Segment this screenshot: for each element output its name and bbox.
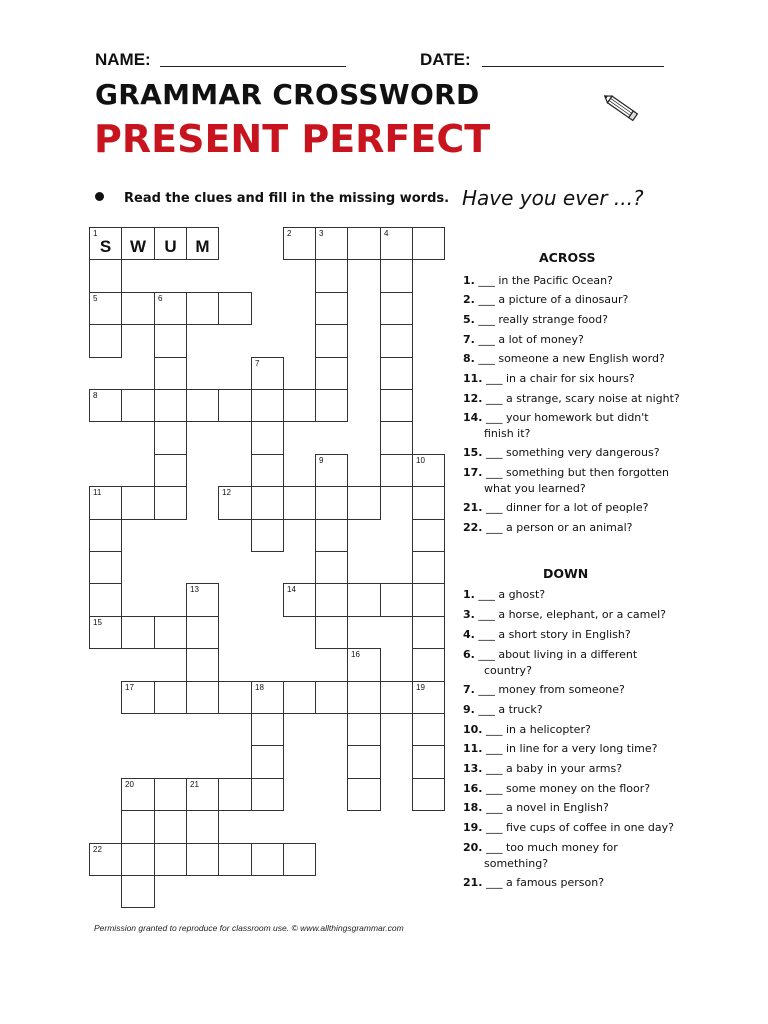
down-clue (463, 875, 698, 891)
clue-text: ___ about living in a different (474, 648, 638, 661)
clue-text: ___ in a helicopter? (482, 723, 591, 736)
down-clue (463, 702, 698, 718)
clue-number: 19 (416, 683, 425, 692)
grid-cell[interactable] (315, 616, 348, 649)
clue-text: ___ in line for a very long time? (482, 742, 658, 755)
grid-cell[interactable] (154, 292, 187, 325)
grid-cell[interactable] (315, 389, 348, 422)
clue-number: 14 (287, 585, 296, 594)
clue-number: 7 (255, 359, 260, 368)
clue-text: ___ a horse, elephant, or a camel? (474, 608, 667, 621)
grid-cell[interactable] (412, 648, 445, 682)
grid-cell[interactable] (251, 778, 284, 811)
grid-cell[interactable] (89, 324, 122, 358)
across-clue (463, 312, 698, 328)
clue-number: 6 (158, 294, 163, 303)
clue-number: 2 (287, 229, 292, 238)
clue-text: ___ a lot of money? (474, 333, 584, 346)
across-clue (463, 292, 698, 308)
grid-cell[interactable] (251, 486, 284, 520)
grid-cell[interactable] (186, 389, 219, 422)
grid-cell[interactable] (218, 389, 252, 422)
grid-cell[interactable] (315, 357, 348, 390)
clue-number: 9 (319, 456, 324, 465)
grid-cell[interactable] (412, 713, 445, 746)
grid-cell[interactable] (380, 454, 413, 487)
clue-number: 1. (463, 274, 475, 287)
across-clue (463, 445, 698, 461)
clue-number: 3. (463, 608, 475, 621)
down-clue (463, 627, 698, 643)
grid-cell[interactable] (315, 324, 348, 358)
grid-cell[interactable] (283, 227, 316, 260)
clue-text: ___ a truck? (474, 703, 543, 716)
grid-cell[interactable] (347, 648, 381, 682)
clue-number: 1. (463, 588, 475, 601)
date-label: DATE: (420, 50, 471, 69)
clue-text: ___ in the Pacific Ocean? (474, 274, 613, 287)
grid-cell[interactable] (89, 583, 122, 617)
down-clue (463, 820, 698, 836)
page-title: GRAMMAR CROSSWORD (95, 78, 480, 111)
clue-number: 12 (222, 488, 231, 497)
clue-text: ___ really strange food? (474, 313, 608, 326)
down-clue (463, 722, 698, 738)
grid-cell[interactable] (412, 486, 445, 520)
clue-text: ___ some money on the floor? (482, 782, 651, 795)
clue-text: ___ a ghost? (474, 588, 546, 601)
grid-cell[interactable] (186, 810, 219, 844)
clue-text: ___ something very dangerous? (482, 446, 660, 459)
grid-cell[interactable] (186, 616, 219, 649)
clue-number: 21. (463, 876, 483, 889)
grid-cell[interactable] (154, 389, 187, 422)
grid-cell[interactable] (89, 843, 122, 876)
grid-cell[interactable] (121, 843, 155, 876)
grid-cell[interactable] (412, 778, 445, 811)
clue-text: ___ a short story in English? (474, 628, 631, 641)
grid-cell[interactable] (218, 778, 252, 811)
grid-cell[interactable] (251, 389, 284, 422)
grid-cell[interactable] (412, 551, 445, 584)
clue-number: 16. (463, 782, 483, 795)
clue-number: 18. (463, 801, 483, 814)
grid-cell[interactable] (186, 681, 219, 714)
clue-number: 4. (463, 628, 475, 641)
clue-text: ___ a famous person? (482, 876, 605, 889)
clue-number: 18 (255, 683, 264, 692)
clue-text: ___ too much money for (482, 841, 618, 854)
clue-text: ___ a picture of a dinosaur? (474, 293, 629, 306)
down-clue (463, 800, 698, 816)
grid-cell[interactable] (315, 583, 348, 617)
across-clue (463, 332, 698, 348)
clue-number: 15 (93, 618, 102, 627)
grid-cell[interactable] (251, 843, 284, 876)
clue-text: ___ five cups of coffee in one day? (482, 821, 674, 834)
filled-letter: M (195, 237, 210, 256)
grid-cell[interactable] (315, 227, 348, 260)
grid-cell[interactable] (121, 778, 155, 811)
clue-number: 10. (463, 723, 483, 736)
grid-cell[interactable] (186, 648, 219, 682)
across-clue (463, 371, 698, 387)
grid-cell[interactable] (380, 227, 413, 260)
clue-number: 20 (125, 780, 134, 789)
clue-text: ___ a novel in English? (482, 801, 609, 814)
clue-number: 5 (93, 294, 98, 303)
grid-cell[interactable] (412, 519, 445, 552)
clue-text: ___ a person or an animal? (482, 521, 633, 534)
grid-cell[interactable] (380, 583, 413, 617)
grid-cell[interactable] (315, 519, 348, 552)
down-clue (463, 741, 698, 757)
grid-cell[interactable] (315, 681, 348, 714)
grid-cell[interactable] (121, 810, 155, 844)
clue-number: 8. (463, 352, 475, 365)
across-clue (463, 273, 698, 289)
grid-cell[interactable] (121, 681, 155, 714)
clue-number: 22. (463, 521, 483, 534)
clue-number: 17. (463, 466, 483, 479)
clue-number: 10 (416, 456, 425, 465)
grid-cell[interactable] (251, 713, 284, 746)
grid-cell[interactable] (251, 745, 284, 779)
grid-cell[interactable] (315, 454, 348, 487)
across-clue (463, 410, 698, 442)
grid-cell[interactable] (218, 292, 252, 325)
down-clue (463, 781, 698, 797)
clue-number: 3 (319, 229, 324, 238)
clue-number: 5. (463, 313, 475, 326)
clue-text-continued: finish it? (484, 427, 531, 440)
footer: Permission granted to reproduce for classroom use. © www.allthingsgrammar.com (94, 923, 404, 933)
grid-cell[interactable] (154, 681, 187, 714)
grid-cell[interactable] (347, 227, 381, 260)
clue-number: 13 (190, 585, 199, 594)
grid-cell[interactable] (251, 454, 284, 487)
down-clue (463, 682, 698, 698)
name-label: NAME: (95, 50, 151, 69)
grid-cell[interactable] (89, 292, 122, 325)
clue-text-continued: what you learned? (484, 482, 586, 495)
grid-cell[interactable] (380, 357, 413, 390)
down-clue (463, 840, 698, 872)
clue-number: 19. (463, 821, 483, 834)
grid-cell[interactable] (154, 421, 187, 455)
clue-number: 11. (463, 372, 483, 385)
grid-cell[interactable] (89, 389, 122, 422)
clue-text: ___ dinner for a lot of people? (482, 501, 649, 514)
across-clue (463, 391, 698, 407)
grid-cell[interactable] (154, 616, 187, 649)
clue-number: 1 (93, 229, 98, 238)
clue-text: ___ in a chair for six hours? (482, 372, 635, 385)
clue-text: ___ someone a new English word? (474, 352, 665, 365)
grid-cell[interactable] (154, 486, 187, 520)
clue-number: 9. (463, 703, 475, 716)
grid-cell[interactable] (89, 519, 122, 552)
down-clue (463, 761, 698, 777)
grid-cell[interactable] (315, 486, 348, 520)
grid-cell[interactable] (380, 389, 413, 422)
page-subtitle: PRESENT PERFECT (94, 117, 491, 161)
clue-number: 13. (463, 762, 483, 775)
grid-cell[interactable] (412, 745, 445, 779)
grid-cell[interactable] (218, 843, 252, 876)
clue-number: 21 (190, 780, 199, 789)
across-clue (463, 351, 698, 367)
grid-cell[interactable] (89, 227, 122, 260)
grid-cell[interactable] (89, 259, 122, 293)
clue-number: 7. (463, 683, 475, 696)
filled-letter: W (129, 237, 147, 256)
grid-cell[interactable] (283, 583, 316, 617)
clue-number: 7. (463, 333, 475, 346)
clue-number: 4 (384, 229, 389, 238)
grid-cell[interactable] (186, 227, 219, 260)
grid-cell[interactable] (89, 616, 122, 649)
grid-cell[interactable] (315, 292, 348, 325)
clue-text: ___ your homework but didn't (482, 411, 649, 424)
grid-cell[interactable] (412, 681, 445, 714)
clue-number: 8 (93, 391, 98, 400)
grid-cell[interactable] (121, 875, 155, 908)
grid-cell[interactable] (154, 357, 187, 390)
grid-cell[interactable] (154, 778, 187, 811)
grid-cell[interactable] (380, 292, 413, 325)
grid-cell[interactable] (89, 551, 122, 584)
grid-cell[interactable] (347, 583, 381, 617)
grid-cell[interactable] (218, 681, 252, 714)
grid-cell[interactable] (283, 843, 316, 876)
clue-text: ___ a strange, scary noise at night? (482, 392, 680, 405)
grid-cell[interactable] (121, 616, 155, 649)
down-heading: DOWN (543, 566, 589, 581)
clue-number: 22 (93, 845, 102, 854)
clue-number: 17 (125, 683, 134, 692)
grid-cell[interactable] (251, 357, 284, 390)
grid-cell[interactable] (251, 421, 284, 455)
clue-number: 14. (463, 411, 483, 424)
clue-text-continued: country? (484, 664, 532, 677)
grid-cell[interactable] (347, 486, 381, 520)
grid-cell[interactable] (283, 389, 316, 422)
filled-letter: S (99, 237, 112, 256)
clue-text-continued: something? (484, 857, 549, 870)
grid-cell[interactable] (154, 324, 187, 358)
across-clue (463, 500, 698, 516)
clue-number: 6. (463, 648, 475, 661)
grid-cell[interactable] (186, 843, 219, 876)
clue-number: 11. (463, 742, 483, 755)
grid-cell[interactable] (412, 227, 445, 260)
grid-cell[interactable] (412, 583, 445, 617)
tagline: Have you ever ...? (462, 186, 644, 210)
clue-number: 21. (463, 501, 483, 514)
grid-cell[interactable] (251, 519, 284, 552)
across-heading: ACROSS (539, 250, 596, 265)
grid-cell[interactable] (89, 486, 122, 520)
clue-number: 15. (463, 446, 483, 459)
clue-number: 12. (463, 392, 483, 405)
instruction-text: Read the clues and fill in the missing words. (124, 191, 450, 206)
clue-text: ___ a baby in your arms? (482, 762, 623, 775)
clue-number: 11 (93, 488, 102, 497)
grid-cell[interactable] (380, 324, 413, 358)
grid-cell[interactable] (121, 292, 155, 325)
grid-cell[interactable] (412, 454, 445, 487)
grid-cell[interactable] (347, 713, 381, 746)
grid-cell[interactable] (121, 486, 155, 520)
grid-cell[interactable] (380, 259, 413, 293)
grid-cell[interactable] (186, 583, 219, 617)
grid-cell[interactable] (154, 454, 187, 487)
grid-cell[interactable] (315, 551, 348, 584)
grid-cell[interactable] (283, 486, 316, 520)
clue-number: 16 (351, 650, 360, 659)
clue-number: 2. (463, 293, 475, 306)
grid-cell[interactable] (412, 616, 445, 649)
grid-cell[interactable] (218, 486, 252, 520)
filled-letter: U (164, 237, 177, 256)
grid-cell[interactable] (347, 745, 381, 779)
grid-cell[interactable] (347, 778, 381, 811)
grid-cell[interactable] (380, 681, 413, 714)
grid-cell[interactable] (380, 421, 413, 455)
grid-cell[interactable] (121, 227, 155, 260)
grid-cell[interactable] (251, 681, 284, 714)
grid-cell[interactable] (154, 843, 187, 876)
down-clue (463, 607, 698, 623)
grid-cell[interactable] (186, 778, 219, 811)
clue-text: ___ something but then forgotten (482, 466, 670, 479)
across-clue (463, 465, 698, 497)
clue-text: ___ money from someone? (474, 683, 625, 696)
grid-cell[interactable] (283, 681, 316, 714)
down-clue (463, 587, 698, 603)
grid-cell[interactable] (347, 681, 381, 714)
grid-cell[interactable] (154, 227, 187, 260)
across-clue (463, 520, 698, 536)
clue-number: 20. (463, 841, 483, 854)
grid-cell[interactable] (315, 259, 348, 293)
grid-cell[interactable] (186, 292, 219, 325)
down-clue (463, 647, 698, 679)
grid-cell[interactable] (121, 389, 155, 422)
